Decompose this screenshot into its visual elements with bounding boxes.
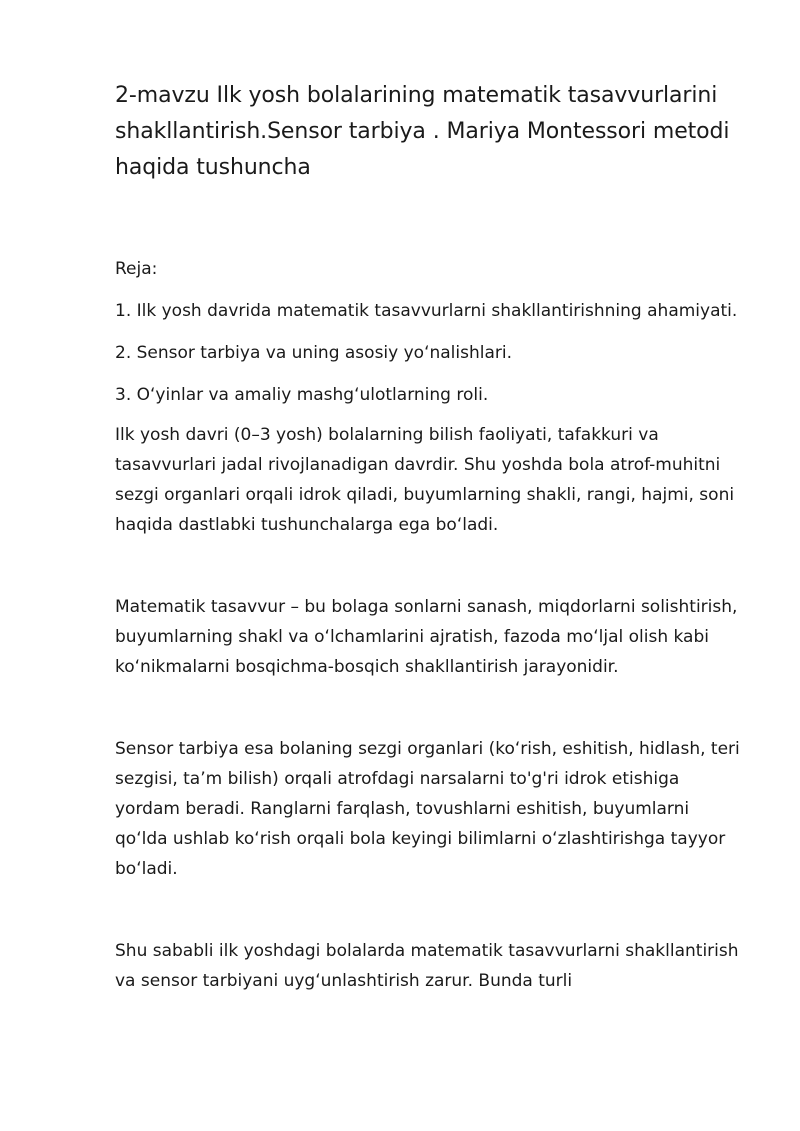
paragraph-mathematical-concept: Matematik tasavvur – bu bolaga sonlarni sanash, miqdorlarni solishtirish, buyumlarning shakl va oʻlchamlarini ajratish, fazoda moʻljal olish kabi koʻnikmalarni bosqichma-bosqich shakllantirish jarayonidir. [115,597,738,677]
plan-item-1: 1. Ilk yosh davrida matematik tasavvurlarni shakllantirishning ahamiyati. [115,301,738,321]
plan-list [115,296,745,410]
document-body [115,78,745,996]
paragraph-conclusion: Shu sababli ilk yoshdagi bolalarda matematik tasavvurlarni shakllantirish va sensor tarbiyani uygʻunlashtirish zarur. Bunda turli [115,941,739,991]
paragraph-intro: Ilk yosh davri (0–3 yosh) bolalarning bilish faoliyati, tafakkuri va tasavvurlari jadal rivojlanadigan davrdir. Shu yoshda bola atrof-muhitni sezgi organlari orqali idrok qiladi, buyumlarning shakli, rangi, hajmi, soni haqida dastlabki tushunchalarga ega boʻladi. [115,425,735,535]
plan-heading: Reja: [115,259,158,279]
document-title: 2-mavzu Ilk yosh bolalarining matematik tasavvurlarini shakllantirish.Sensor tarbiya . Mariya Montessori metodi haqida tushuncha [115,83,730,180]
plan-item-3: 3. Oʻyinlar va amaliy mashgʻulotlarning roli. [115,385,489,405]
paragraph-sensor-education: Sensor tarbiya esa bolaning sezgi organlari (koʻrish, eshitish, hidlash, teri sezgisi, ta’m bilish) orqali atrofdagi narsalarni to'g'ri idrok etishiga yordam beradi. Ranglarni farqlash, tovushlarni eshitish, buyumlarni qoʻlda ushlab koʻrish orqali bola keyingi bilimlarni oʻzlashtirishga tayyor boʻladi. [115,739,740,879]
plan-item-2: 2. Sensor tarbiya va uning asosiy yoʻnalishlari. [115,343,513,363]
